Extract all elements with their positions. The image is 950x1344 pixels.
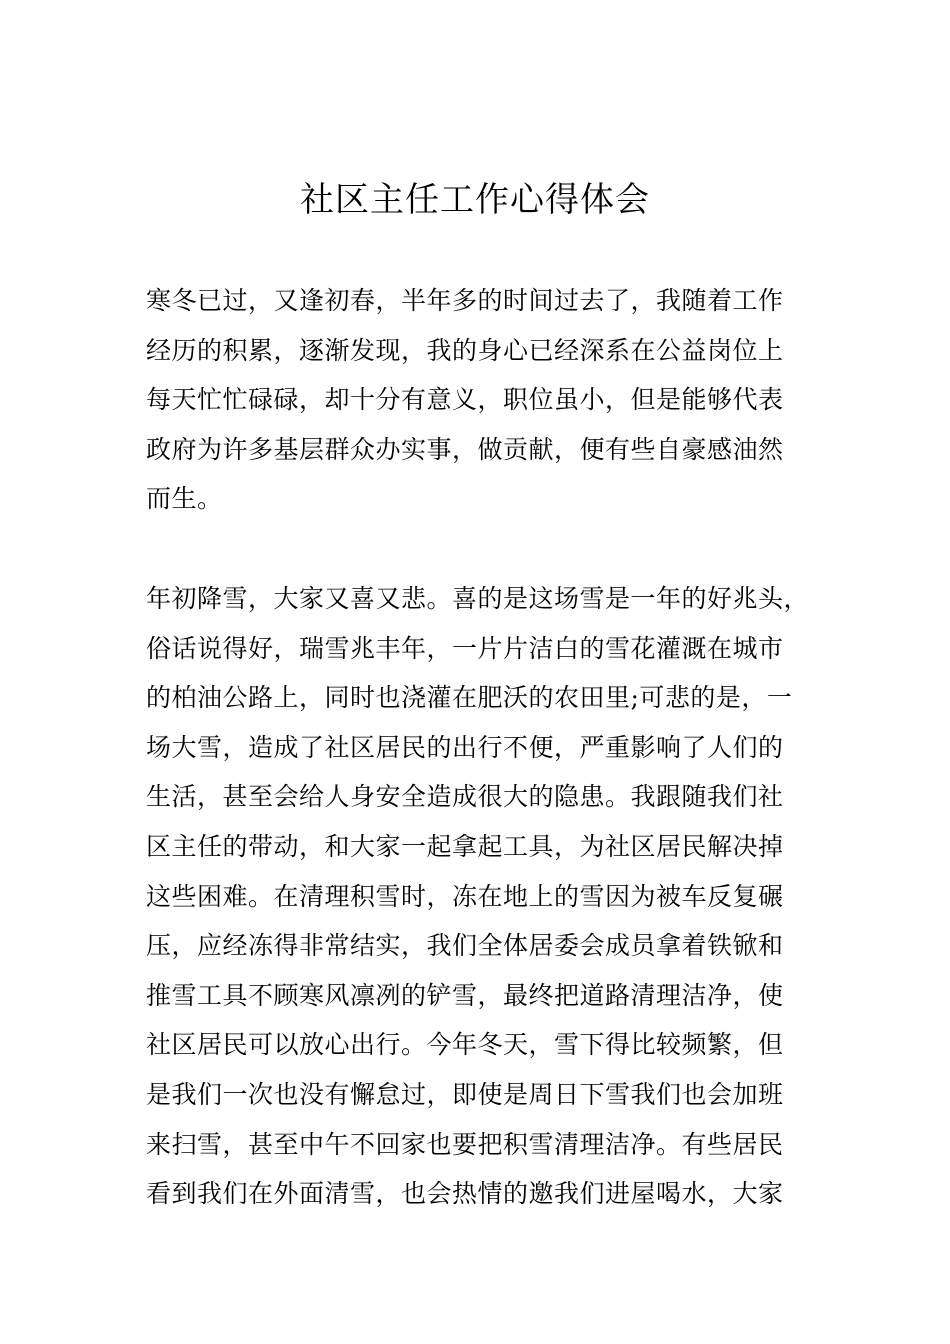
paragraph-1	[146, 276, 818, 524]
paragraph-2	[146, 574, 818, 1219]
paragraph-line: 压，应经冻得非常结实，我们全体居委会成员拿着铁锨和	[146, 931, 784, 961]
paragraph-line: 看到我们在外面清雪，也会热情的邀我们进屋喝水，大家	[146, 1179, 784, 1209]
paragraph-line: 场大雪，造成了社区居民的出行不便，严重影响了人们的	[146, 732, 784, 762]
paragraph-line: 生活，甚至会给人身安全造成很大的隐患。我跟随我们社	[146, 782, 784, 812]
document-title: 社区主任工作心得体会	[300, 180, 650, 220]
paragraph-line: 这些困难。在清理积雪时，冻在地上的雪因为被车反复碾	[146, 881, 784, 911]
paragraph-line: 经历的积累，逐渐发现，我的身心已经深系在公益岗位上	[146, 335, 784, 365]
paragraph-line: 而生。	[146, 484, 223, 514]
paragraph-line: 政府为许多基层群众办实事，做贡献，便有些自豪感油然	[146, 434, 784, 464]
paragraph-line: 年初降雪，大家又喜又悲。喜的是这场雪是一年的好兆头，	[146, 584, 810, 613]
paragraph-line: 是我们一次也没有懈怠过，即使是周日下雪我们也会加班	[146, 1079, 784, 1109]
paragraph-line: 寒冬已过，又逢初春，半年多的时间过去了，我随着工作	[146, 286, 784, 315]
paragraph-line: 来扫雪，甚至中午不回家也要把积雪清理洁净。有些居民	[146, 1129, 784, 1159]
paragraph-line: 俗话说得好，瑞雪兆丰年，一片片洁白的雪花灌溉在城市	[146, 633, 784, 663]
paragraph-line: 每天忙忙碌碌，却十分有意义，职位虽小，但是能够代表	[146, 385, 784, 415]
paragraph-line: 社区居民可以放心出行。今年冬天，雪下得比较频繁，但	[146, 1030, 784, 1060]
paragraph-line: 区主任的带动，和大家一起拿起工具，为社区居民解决掉	[146, 831, 784, 861]
paragraph-line: 的柏油公路上，同时也浇灌在肥沃的农田里;可悲的是，一	[146, 683, 793, 713]
paragraph-line: 推雪工具不顾寒风凛冽的铲雪，最终把道路清理洁净，使	[146, 980, 784, 1010]
